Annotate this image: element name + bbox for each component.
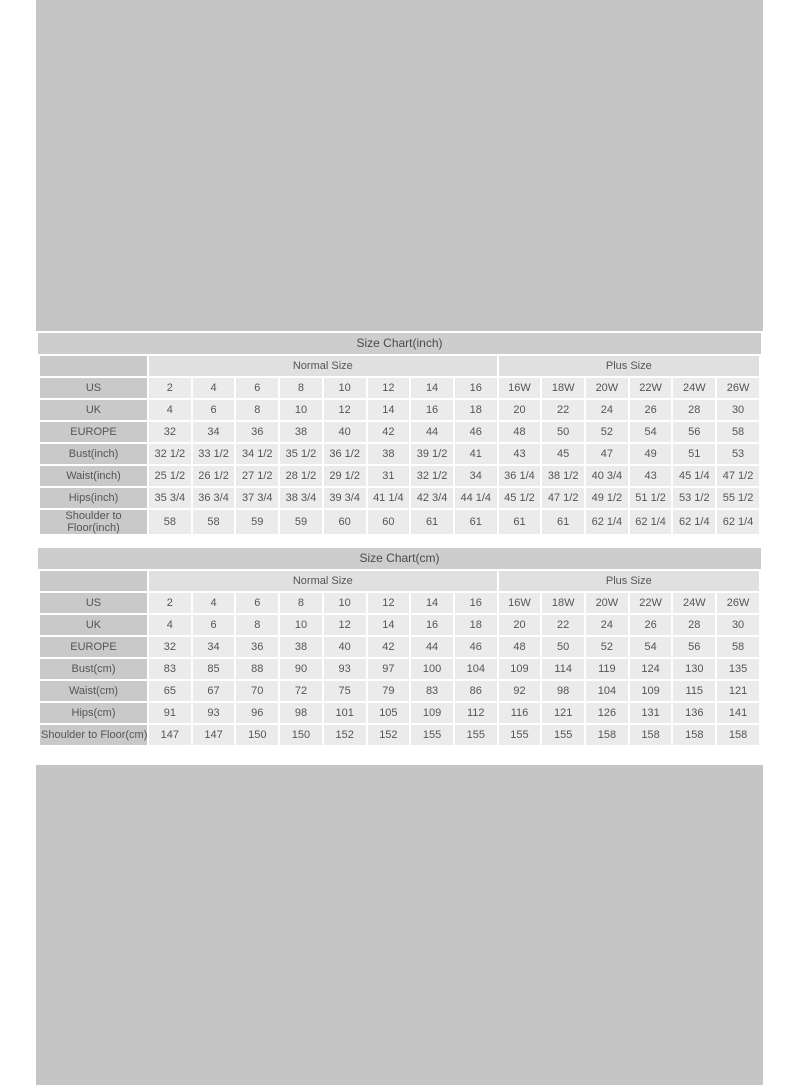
table-row [40, 488, 759, 508]
size-value-cell: 48 [499, 637, 541, 657]
size-value-cell: 16W [499, 593, 541, 613]
size-value-cell: 22 [542, 615, 584, 635]
size-value-cell: 72 [280, 681, 322, 701]
size-value-cell: 41 [455, 444, 497, 464]
size-value-cell: 112 [455, 703, 497, 723]
size-value-cell: 40 [324, 637, 366, 657]
size-value-cell: 47 1/2 [542, 488, 584, 508]
size-value-cell: 47 1/2 [717, 466, 759, 486]
size-value-cell: 49 [630, 444, 672, 464]
size-value-cell: 92 [499, 681, 541, 701]
size-value-cell: 50 [542, 422, 584, 442]
size-value-cell: 61 [542, 510, 584, 534]
row-label-cell: Hips(inch) [40, 488, 147, 508]
size-value-cell: 36 [236, 422, 278, 442]
size-value-cell: 100 [411, 659, 453, 679]
size-value-cell: 158 [586, 725, 628, 745]
size-chart-inch [36, 333, 763, 536]
size-value-cell: 18 [455, 615, 497, 635]
size-value-cell: 26 [630, 615, 672, 635]
size-value-cell: 10 [280, 615, 322, 635]
size-value-cell: 34 [193, 637, 235, 657]
size-value-cell: 2 [149, 593, 191, 613]
size-value-cell: 45 1/2 [499, 488, 541, 508]
row-label-cell: Shoulder to Floor(inch) [40, 510, 147, 534]
size-value-cell: 42 [368, 637, 410, 657]
size-value-cell: 90 [280, 659, 322, 679]
size-value-cell: 38 [280, 637, 322, 657]
size-value-cell: 10 [324, 378, 366, 398]
table-row [40, 703, 759, 723]
size-value-cell: 28 1/2 [280, 466, 322, 486]
size-value-cell: 12 [368, 593, 410, 613]
size-value-cell: 50 [542, 637, 584, 657]
size-value-cell: 54 [630, 637, 672, 657]
table-row [40, 637, 759, 657]
size-value-cell: 14 [368, 615, 410, 635]
size-value-cell: 60 [324, 510, 366, 534]
size-value-cell: 16W [499, 378, 541, 398]
size-value-cell: 18W [542, 593, 584, 613]
size-chart-inch-table [38, 354, 761, 536]
size-value-cell: 48 [499, 422, 541, 442]
size-value-cell: 104 [586, 681, 628, 701]
size-value-cell: 2 [149, 378, 191, 398]
size-value-cell: 16 [411, 615, 453, 635]
size-value-cell: 12 [324, 400, 366, 420]
size-value-cell: 150 [280, 725, 322, 745]
size-value-cell: 53 [717, 444, 759, 464]
size-value-cell: 83 [411, 681, 453, 701]
size-value-cell: 24 [586, 615, 628, 635]
size-value-cell: 141 [717, 703, 759, 723]
size-value-cell: 6 [236, 378, 278, 398]
size-value-cell: 62 1/4 [717, 510, 759, 534]
table-row [40, 681, 759, 701]
size-value-cell: 121 [542, 703, 584, 723]
size-value-cell: 58 [193, 510, 235, 534]
size-value-cell: 34 [455, 466, 497, 486]
size-value-cell: 124 [630, 659, 672, 679]
size-value-cell: 38 1/2 [542, 466, 584, 486]
row-label-cell: Bust(inch) [40, 444, 147, 464]
size-value-cell: 91 [149, 703, 191, 723]
size-value-cell: 26 1/2 [193, 466, 235, 486]
size-value-cell: 44 [411, 422, 453, 442]
size-value-cell: 62 1/4 [630, 510, 672, 534]
size-value-cell: 20W [586, 593, 628, 613]
size-value-cell: 65 [149, 681, 191, 701]
size-value-cell: 32 1/2 [411, 466, 453, 486]
size-value-cell: 29 1/2 [324, 466, 366, 486]
size-value-cell: 16 [455, 378, 497, 398]
size-value-cell: 55 1/2 [717, 488, 759, 508]
size-value-cell: 44 1/4 [455, 488, 497, 508]
size-group-header-cell: Normal Size [149, 356, 497, 376]
size-value-cell: 34 [193, 422, 235, 442]
row-label-cell: UK [40, 400, 147, 420]
size-value-cell: 83 [149, 659, 191, 679]
table-row [40, 725, 759, 745]
size-value-cell: 121 [717, 681, 759, 701]
size-value-cell: 58 [717, 637, 759, 657]
size-value-cell: 98 [280, 703, 322, 723]
size-value-cell: 119 [586, 659, 628, 679]
size-value-cell: 33 1/2 [193, 444, 235, 464]
size-value-cell: 14 [368, 400, 410, 420]
size-value-cell: 109 [630, 681, 672, 701]
size-value-cell: 4 [149, 400, 191, 420]
size-value-cell: 28 [673, 400, 715, 420]
size-value-cell: 61 [499, 510, 541, 534]
size-value-cell: 16 [455, 593, 497, 613]
table-row [40, 444, 759, 464]
size-value-cell: 43 [499, 444, 541, 464]
row-label-cell: US [40, 593, 147, 613]
size-value-cell: 37 3/4 [236, 488, 278, 508]
size-value-cell: 41 1/4 [368, 488, 410, 508]
size-value-cell: 114 [542, 659, 584, 679]
size-value-cell: 104 [455, 659, 497, 679]
size-value-cell: 70 [236, 681, 278, 701]
table-row [40, 510, 759, 534]
size-value-cell: 75 [324, 681, 366, 701]
size-value-cell: 51 [673, 444, 715, 464]
size-value-cell: 97 [368, 659, 410, 679]
table-row [40, 615, 759, 635]
size-value-cell: 30 [717, 615, 759, 635]
size-value-cell: 49 1/2 [586, 488, 628, 508]
size-value-cell: 58 [149, 510, 191, 534]
table-row [40, 593, 759, 613]
size-value-cell: 22 [542, 400, 584, 420]
product-photo-placeholder-bottom [36, 765, 763, 1085]
size-value-cell: 8 [280, 593, 322, 613]
size-value-cell: 93 [193, 703, 235, 723]
size-value-cell: 96 [236, 703, 278, 723]
size-value-cell: 35 1/2 [280, 444, 322, 464]
size-value-cell: 32 [149, 637, 191, 657]
size-value-cell: 98 [542, 681, 584, 701]
row-label-cell: Waist(cm) [40, 681, 147, 701]
size-value-cell: 22W [630, 593, 672, 613]
size-value-cell: 152 [324, 725, 366, 745]
size-value-cell: 42 3/4 [411, 488, 453, 508]
size-value-cell: 38 3/4 [280, 488, 322, 508]
table-row [40, 378, 759, 398]
size-value-cell: 51 1/2 [630, 488, 672, 508]
size-value-cell: 38 [280, 422, 322, 442]
size-value-cell: 47 [586, 444, 628, 464]
row-label-cell: Bust(cm) [40, 659, 147, 679]
size-value-cell: 20 [499, 615, 541, 635]
size-value-cell: 18W [542, 378, 584, 398]
size-value-cell: 158 [717, 725, 759, 745]
size-value-cell: 28 [673, 615, 715, 635]
size-group-header-cell: Plus Size [499, 571, 759, 591]
size-value-cell: 8 [236, 400, 278, 420]
size-value-cell: 56 [673, 637, 715, 657]
size-value-cell: 52 [586, 422, 628, 442]
size-value-cell: 58 [717, 422, 759, 442]
size-value-cell: 32 1/2 [149, 444, 191, 464]
size-value-cell: 20W [586, 378, 628, 398]
size-value-cell: 135 [717, 659, 759, 679]
size-group-header-cell: Normal Size [149, 571, 497, 591]
size-value-cell: 155 [542, 725, 584, 745]
size-value-cell: 79 [368, 681, 410, 701]
size-chart-inch-title: Size Chart(inch) [38, 333, 761, 354]
size-value-cell: 36 [236, 637, 278, 657]
size-chart-cm-table [38, 569, 761, 747]
size-value-cell: 39 3/4 [324, 488, 366, 508]
size-value-cell: 8 [236, 615, 278, 635]
size-value-cell: 4 [193, 378, 235, 398]
size-value-cell: 4 [193, 593, 235, 613]
product-photo-placeholder-top [36, 0, 763, 331]
size-value-cell: 26W [717, 378, 759, 398]
size-value-cell: 12 [368, 378, 410, 398]
size-value-cell: 24 [586, 400, 628, 420]
size-value-cell: 105 [368, 703, 410, 723]
size-value-cell: 109 [499, 659, 541, 679]
size-value-cell: 38 [368, 444, 410, 464]
table-row [40, 400, 759, 420]
size-value-cell: 130 [673, 659, 715, 679]
size-value-cell: 31 [368, 466, 410, 486]
size-value-cell: 136 [673, 703, 715, 723]
size-value-cell: 126 [586, 703, 628, 723]
size-value-cell: 25 1/2 [149, 466, 191, 486]
size-group-header-cell: Plus Size [499, 356, 759, 376]
size-value-cell: 14 [411, 378, 453, 398]
size-value-cell: 10 [324, 593, 366, 613]
row-label-cell: Waist(inch) [40, 466, 147, 486]
size-value-cell: 27 1/2 [236, 466, 278, 486]
size-value-cell: 53 1/2 [673, 488, 715, 508]
size-value-cell: 36 1/4 [499, 466, 541, 486]
table-row [40, 659, 759, 679]
corner-cell [40, 571, 147, 591]
size-value-cell: 6 [193, 615, 235, 635]
size-value-cell: 4 [149, 615, 191, 635]
size-value-cell: 158 [673, 725, 715, 745]
size-value-cell: 115 [673, 681, 715, 701]
size-value-cell: 43 [630, 466, 672, 486]
size-value-cell: 61 [455, 510, 497, 534]
size-value-cell: 67 [193, 681, 235, 701]
size-value-cell: 20 [499, 400, 541, 420]
size-value-cell: 35 3/4 [149, 488, 191, 508]
size-value-cell: 155 [411, 725, 453, 745]
size-value-cell: 12 [324, 615, 366, 635]
size-value-cell: 62 1/4 [586, 510, 628, 534]
size-value-cell: 40 3/4 [586, 466, 628, 486]
size-value-cell: 88 [236, 659, 278, 679]
size-value-cell: 24W [673, 593, 715, 613]
size-value-cell: 62 1/4 [673, 510, 715, 534]
size-chart-section [36, 331, 763, 765]
table-row [40, 466, 759, 486]
corner-cell [40, 356, 147, 376]
size-value-cell: 147 [149, 725, 191, 745]
size-value-cell: 32 [149, 422, 191, 442]
size-value-cell: 14 [411, 593, 453, 613]
size-value-cell: 131 [630, 703, 672, 723]
size-value-cell: 59 [236, 510, 278, 534]
size-value-cell: 16 [411, 400, 453, 420]
size-value-cell: 26W [717, 593, 759, 613]
product-image-area [36, 0, 763, 1091]
size-chart-cm-title: Size Chart(cm) [38, 548, 761, 569]
size-value-cell: 116 [499, 703, 541, 723]
size-value-cell: 36 3/4 [193, 488, 235, 508]
size-value-cell: 18 [455, 400, 497, 420]
size-value-cell: 147 [193, 725, 235, 745]
size-value-cell: 56 [673, 422, 715, 442]
row-label-cell: UK [40, 615, 147, 635]
size-value-cell: 40 [324, 422, 366, 442]
size-value-cell: 61 [411, 510, 453, 534]
size-value-cell: 109 [411, 703, 453, 723]
size-value-cell: 155 [499, 725, 541, 745]
size-value-cell: 42 [368, 422, 410, 442]
size-value-cell: 39 1/2 [411, 444, 453, 464]
row-label-cell: Shoulder to Floor(cm) [40, 725, 147, 745]
size-value-cell: 8 [280, 378, 322, 398]
size-value-cell: 150 [236, 725, 278, 745]
row-label-cell: US [40, 378, 147, 398]
row-label-cell: EUROPE [40, 637, 147, 657]
size-value-cell: 152 [368, 725, 410, 745]
size-value-cell: 85 [193, 659, 235, 679]
size-value-cell: 54 [630, 422, 672, 442]
size-value-cell: 26 [630, 400, 672, 420]
size-value-cell: 45 [542, 444, 584, 464]
table-row [40, 422, 759, 442]
size-value-cell: 24W [673, 378, 715, 398]
size-value-cell: 36 1/2 [324, 444, 366, 464]
size-value-cell: 34 1/2 [236, 444, 278, 464]
size-value-cell: 45 1/4 [673, 466, 715, 486]
size-value-cell: 60 [368, 510, 410, 534]
size-value-cell: 158 [630, 725, 672, 745]
size-value-cell: 6 [236, 593, 278, 613]
size-value-cell: 86 [455, 681, 497, 701]
size-value-cell: 46 [455, 637, 497, 657]
size-value-cell: 22W [630, 378, 672, 398]
row-label-cell: Hips(cm) [40, 703, 147, 723]
size-value-cell: 6 [193, 400, 235, 420]
size-value-cell: 155 [455, 725, 497, 745]
size-value-cell: 30 [717, 400, 759, 420]
size-chart-cm [36, 548, 763, 747]
size-value-cell: 52 [586, 637, 628, 657]
size-value-cell: 44 [411, 637, 453, 657]
size-value-cell: 46 [455, 422, 497, 442]
size-value-cell: 101 [324, 703, 366, 723]
size-value-cell: 10 [280, 400, 322, 420]
size-value-cell: 59 [280, 510, 322, 534]
row-label-cell: EUROPE [40, 422, 147, 442]
size-value-cell: 93 [324, 659, 366, 679]
